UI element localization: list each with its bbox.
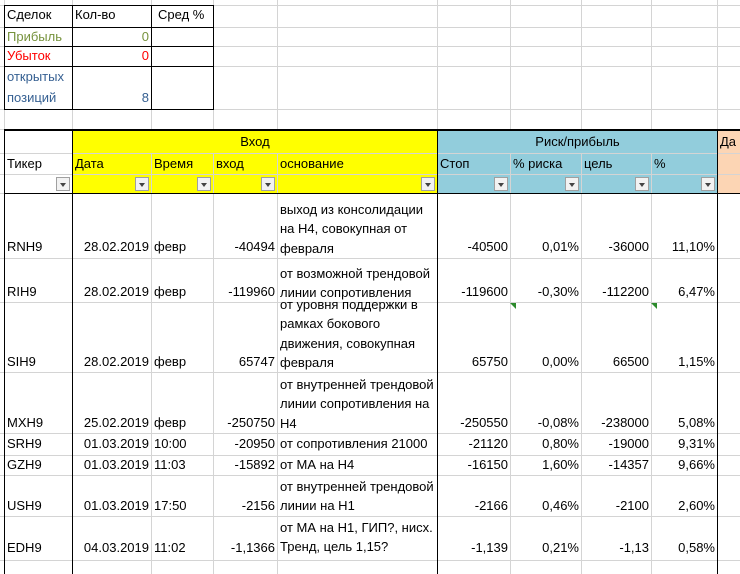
cell-risk-pct[interactable]: -0,30% bbox=[537, 284, 579, 299]
comment-indicator[interactable] bbox=[510, 303, 516, 309]
filter-cell-next bbox=[718, 175, 740, 193]
cell-target[interactable]: -238000 bbox=[601, 415, 649, 430]
cell-entry[interactable]: -2156 bbox=[241, 498, 275, 513]
filter-cell-reason bbox=[278, 175, 437, 193]
cell-ticker[interactable]: USH9 bbox=[7, 498, 42, 513]
cell-reason[interactable]: от сопротивления 21000 bbox=[280, 436, 428, 451]
cell-date[interactable]: 04.03.2019 bbox=[83, 540, 149, 555]
filter-dropdown-entry[interactable] bbox=[261, 177, 275, 191]
filter-dropdown-pct[interactable] bbox=[701, 177, 715, 191]
col-header-entry[interactable]: вход bbox=[214, 154, 277, 174]
summary-open-label-2[interactable]: позиций bbox=[7, 90, 57, 105]
cell-risk-pct[interactable]: 1,60% bbox=[542, 457, 579, 472]
group-header-risk-reward[interactable]: Риск/прибыль bbox=[438, 131, 717, 153]
cell-date[interactable]: 28.02.2019 bbox=[83, 354, 149, 369]
cell-ticker[interactable]: RNH9 bbox=[7, 239, 43, 254]
cell-ticker[interactable]: RIH9 bbox=[7, 284, 37, 299]
cell-date[interactable]: 28.02.2019 bbox=[83, 284, 149, 299]
cell-reason[interactable]: от возможной трендовой линии сопротивления bbox=[280, 266, 430, 301]
col-header-time[interactable]: Время bbox=[152, 154, 213, 174]
cell-risk-pct[interactable]: 0,80% bbox=[542, 436, 579, 451]
cell-stop[interactable]: -21120 bbox=[468, 436, 508, 451]
col-header-reason[interactable]: основание bbox=[278, 154, 437, 174]
cell-target[interactable]: -14357 bbox=[608, 457, 649, 472]
summary-header-count[interactable]: Кол-во bbox=[75, 7, 116, 22]
cell-pct[interactable]: 1,15% bbox=[678, 354, 715, 369]
col-header-next bbox=[718, 154, 740, 174]
col-header-date[interactable]: Дата bbox=[73, 154, 151, 174]
cell-time[interactable]: февр bbox=[154, 239, 187, 254]
cell-date[interactable]: 28.02.2019 bbox=[83, 239, 149, 254]
cell-ticker[interactable]: SIH9 bbox=[7, 354, 36, 369]
cell-risk-pct[interactable]: 0,21% bbox=[542, 540, 579, 555]
cell-entry[interactable]: -1,1366 bbox=[230, 540, 275, 555]
cell-risk-pct[interactable]: 0,00% bbox=[542, 354, 579, 369]
cell-pct[interactable]: 0,58% bbox=[678, 540, 715, 555]
col-header-stop[interactable]: Стоп bbox=[438, 154, 510, 174]
cell-date[interactable]: 01.03.2019 bbox=[83, 436, 149, 451]
group-header-next[interactable]: Да bbox=[718, 131, 740, 153]
cell-risk-pct[interactable]: -0,08% bbox=[537, 415, 579, 430]
cell-time[interactable]: февр bbox=[154, 284, 187, 299]
cell-stop[interactable]: -1,139 bbox=[471, 540, 508, 555]
filter-dropdown-date[interactable] bbox=[135, 177, 149, 191]
cell-time[interactable]: 17:50 bbox=[154, 498, 187, 513]
summary-profit-label[interactable]: Прибыль bbox=[7, 29, 62, 44]
summary-loss-label[interactable]: Убыток bbox=[7, 48, 51, 63]
group-header-entry[interactable]: Вход bbox=[73, 131, 437, 153]
cell-reason[interactable]: выход из консолидации на Н4, совокупная от февраля bbox=[280, 202, 424, 256]
cell-stop[interactable]: -119600 bbox=[461, 284, 508, 299]
cell-pct[interactable]: 6,47% bbox=[678, 284, 715, 299]
summary-header-deals[interactable]: Сделок bbox=[7, 7, 52, 22]
cell-target[interactable]: -19000 bbox=[608, 436, 649, 451]
cell-target[interactable]: -36000 bbox=[608, 239, 649, 254]
cell-reason[interactable]: от МА на Н1, ГИП?, нисх. Тренд, цель 1,15? bbox=[280, 520, 433, 555]
cell-entry[interactable]: -250750 bbox=[227, 415, 275, 430]
filter-dropdown-risk-pct[interactable] bbox=[565, 177, 579, 191]
summary-loss-count[interactable]: 0 bbox=[141, 48, 149, 63]
cell-time[interactable]: 11:02 bbox=[154, 540, 186, 555]
cell-target[interactable]: 66500 bbox=[612, 354, 649, 369]
cell-time[interactable]: февр bbox=[154, 415, 187, 430]
col-header-risk-pct[interactable]: % риска bbox=[511, 154, 581, 174]
filter-dropdown-target[interactable] bbox=[635, 177, 649, 191]
cell-reason[interactable]: от внутренней трендовой линии на Н1 bbox=[280, 479, 434, 514]
cell-reason[interactable]: от МА на Н4 bbox=[280, 457, 355, 472]
cell-stop[interactable]: -250550 bbox=[460, 415, 508, 430]
cell-entry[interactable]: 65747 bbox=[238, 354, 275, 369]
filter-dropdown-ticker[interactable] bbox=[56, 177, 70, 191]
cell-target[interactable]: -1,13 bbox=[619, 540, 649, 555]
cell-ticker[interactable]: MXH9 bbox=[7, 415, 44, 430]
cell-time[interactable]: 10:00 bbox=[154, 436, 187, 451]
filter-dropdown-stop[interactable] bbox=[494, 177, 508, 191]
comment-indicator[interactable] bbox=[651, 303, 657, 309]
cell-target[interactable]: -112200 bbox=[602, 284, 649, 299]
col-header-ticker[interactable]: Тикер bbox=[7, 156, 42, 171]
cell-pct[interactable]: 11,10% bbox=[671, 239, 715, 254]
cell-reason[interactable]: от уровня поддержки в рамках бокового движения, совокупная февраля bbox=[280, 297, 418, 370]
cell-pct[interactable]: 2,60% bbox=[678, 498, 715, 513]
cell-entry[interactable]: -20950 bbox=[234, 436, 275, 451]
cell-date[interactable]: 25.02.2019 bbox=[83, 415, 149, 430]
cell-ticker[interactable]: SRH9 bbox=[7, 436, 42, 451]
cell-date[interactable]: 01.03.2019 bbox=[83, 498, 149, 513]
filter-dropdown-time[interactable] bbox=[197, 177, 211, 191]
summary-open-count[interactable]: 8 bbox=[141, 90, 149, 105]
cell-risk-pct[interactable]: 0,46% bbox=[542, 498, 579, 513]
cell-ticker[interactable]: EDH9 bbox=[7, 540, 42, 555]
cell-entry[interactable]: -119960 bbox=[228, 284, 275, 299]
cell-pct[interactable]: 9,66% bbox=[678, 457, 715, 472]
cell-stop[interactable]: -16150 bbox=[467, 457, 508, 472]
cell-time[interactable]: февр bbox=[154, 354, 187, 369]
cell-reason[interactable]: от внутренней трендовой линии сопротивления на Н4 bbox=[280, 377, 434, 431]
cell-target[interactable]: -2100 bbox=[615, 498, 649, 513]
cell-stop[interactable]: 65750 bbox=[471, 354, 508, 369]
cell-stop[interactable]: -40500 bbox=[467, 239, 508, 254]
cell-pct[interactable]: 5,08% bbox=[678, 415, 715, 430]
cell-stop[interactable]: -2166 bbox=[474, 498, 508, 513]
summary-profit-count[interactable]: 0 bbox=[141, 29, 149, 44]
cell-pct[interactable]: 9,31% bbox=[678, 436, 715, 451]
cell-entry[interactable]: -40494 bbox=[234, 239, 275, 254]
cell-date[interactable]: 01.03.2019 bbox=[83, 457, 149, 472]
cell-ticker[interactable]: GZH9 bbox=[7, 457, 42, 472]
cell-risk-pct[interactable]: 0,01% bbox=[542, 239, 579, 254]
col-header-target[interactable]: цель bbox=[582, 154, 651, 174]
summary-open-label-1[interactable]: открытых bbox=[7, 69, 64, 84]
cell-entry[interactable]: -15892 bbox=[234, 457, 275, 472]
cell-time[interactable]: 11:03 bbox=[154, 457, 186, 472]
filter-dropdown-reason[interactable] bbox=[421, 177, 435, 191]
col-header-pct[interactable]: % bbox=[652, 154, 717, 174]
summary-header-avg[interactable]: Сред % bbox=[158, 7, 205, 22]
